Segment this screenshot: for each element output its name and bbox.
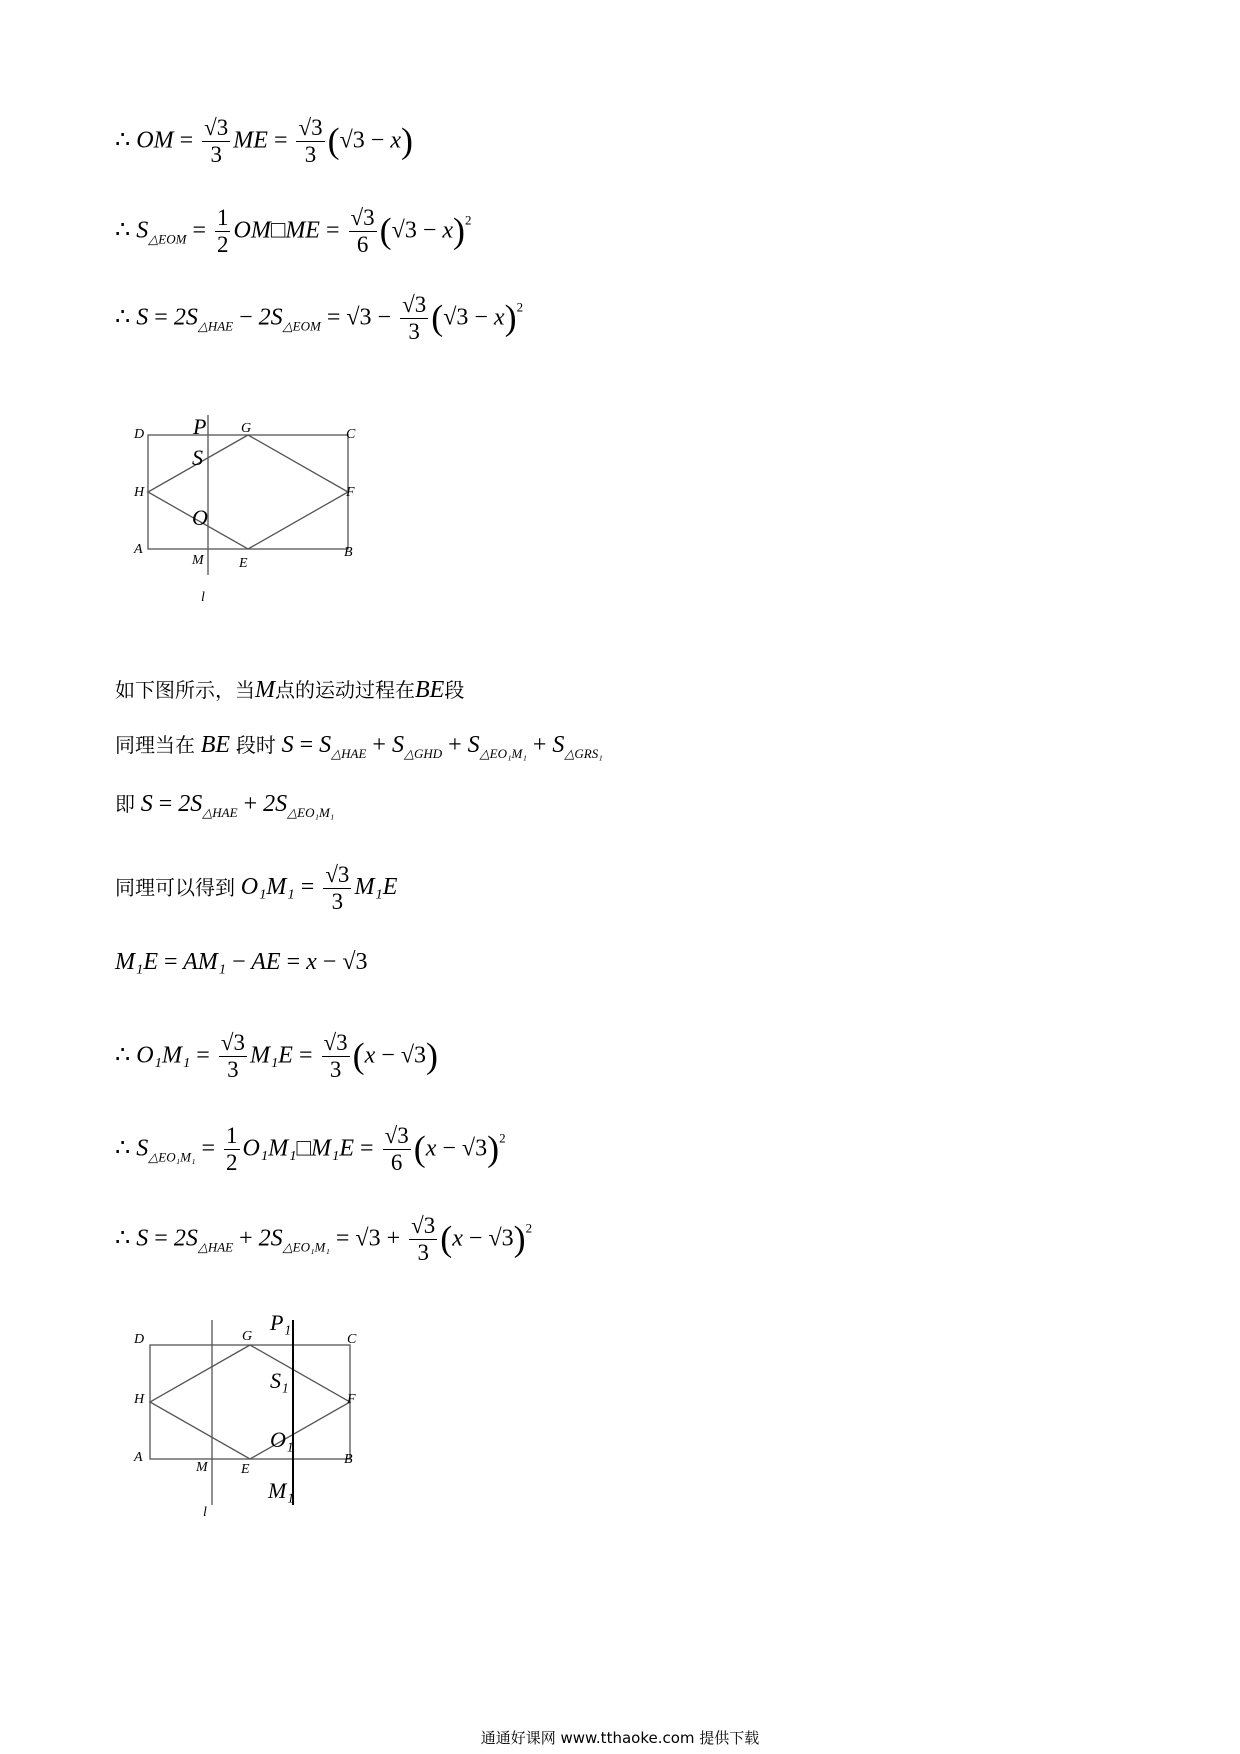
fig2-label-d: D xyxy=(134,1332,145,1347)
fig2-label-b: B xyxy=(344,1452,353,1467)
fig1-label-b: B xyxy=(344,545,353,560)
fig2-label-f: F xyxy=(347,1392,356,1407)
fig2-label-e: E xyxy=(241,1462,250,1477)
equation-om: ∴ OM = $\frac{√3}{3}$ ME = $\frac{√3}{3}$ (√3 − x) xyxy=(115,115,413,168)
fig1-label-l: l xyxy=(201,590,205,605)
fig1-label-e: E xyxy=(239,556,248,571)
equation-area-simplified: 即 $S = 2S_{\triangle HAE} + 2S_{\triangle EO_1M_1}$ xyxy=(115,791,335,820)
equation-area-sum: 同理当在 BE 段时 $S = S_{\triangle HAE} + S_{\triangle GHD} + S_{\triangle EO_1M_1} + S_{\triangle GRS_1}$ xyxy=(115,732,603,761)
equation-o1m1: 同理可以得到 O₁M₁ = $\frac{√3}{3}$ M₁E xyxy=(115,862,398,915)
fig2-label-a: A xyxy=(134,1450,143,1465)
fig2-label-m: M xyxy=(196,1460,208,1475)
fig1-label-m: M xyxy=(192,553,204,568)
fig2-label-g: G xyxy=(242,1329,253,1344)
fig1-label-d: D xyxy=(134,427,145,442)
fig1-label-o: O xyxy=(192,505,208,530)
equation-o1m1-value: ∴ O₁M₁ = $\frac{√3}{3}$ M₁E = $\frac{√3}{3}$ (x − √3) xyxy=(115,1030,439,1083)
fig2-label-s1: S₁ xyxy=(270,1368,289,1393)
fig1-label-p: P xyxy=(193,414,207,439)
paragraph-case-be: 如下图所示，当M点的运动过程在BE段 xyxy=(115,677,465,703)
equation-m1e: M₁E = AM₁ − AE = x − √3 xyxy=(115,949,368,975)
equation-area-eo1m1: ∴ $S_{\triangle EO_1M_1}$ = $\frac{1}{2}$ O₁M₁□M₁E = $\frac{√3}{6}$ $(x - √3)^2$ xyxy=(115,1123,506,1176)
page-footer: 通通好课网 www.tthaoke.com 提供下载 xyxy=(480,1729,760,1747)
fig1-label-s: S xyxy=(192,445,203,470)
fig1-label-g: G xyxy=(241,421,252,436)
fig1-label-h: H xyxy=(134,485,145,500)
equation-total-area-2: ∴ $S = 2S_{\triangle HAE} + 2S_{\triangle EO_1M_1} = √3$ + $\frac{√3}{3}$ $(x - √3)^2$ xyxy=(115,1213,533,1266)
fig1-label-a: A xyxy=(134,542,143,557)
equation-total-area-1: ∴ $S = 2S_{\triangle HAE} - 2S_{\triangle EOM} = √3$ − $\frac{√3}{3}$ $(√3 - x)^2$ xyxy=(115,292,524,345)
equation-area-eom: ∴ $S_{\triangle EOM}$ = $\frac{1}{2}$ OM□ME = $\frac{√3}{6}$ $(√3 - x)^2$ xyxy=(115,205,472,258)
fig1-label-f: F xyxy=(346,485,355,500)
fig2-label-o1: O₁ xyxy=(270,1427,294,1452)
fig2-label-l: l xyxy=(203,1505,207,1520)
fig2-label-m1: M₁ xyxy=(268,1478,294,1503)
fig2-label-h: H xyxy=(134,1392,145,1407)
fig2-label-p1: P₁ xyxy=(270,1310,292,1335)
fig2-label-c: C xyxy=(347,1332,357,1347)
fig1-label-c: C xyxy=(346,427,356,442)
